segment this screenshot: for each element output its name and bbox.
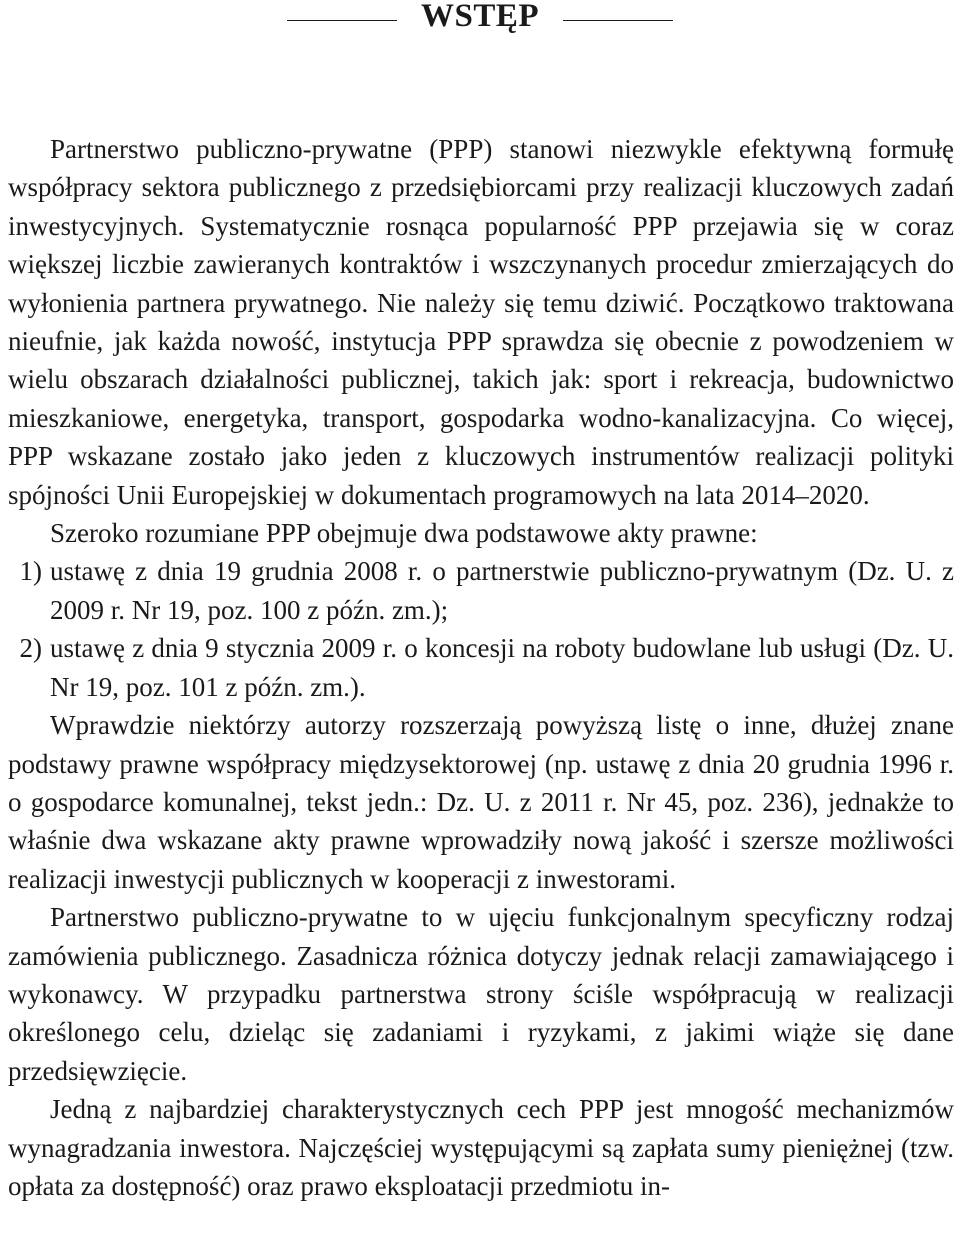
heading-rule-left [287,20,397,21]
paragraph: Jedną z najbardziej charakterystycznych cech PPP jest mnogość mechanizmów wynagradzania inwestora. Najczęściej występującymi są zapłata sumy pieniężnej (tzw. opłata za dostępność) oraz prawo eksploatacji przedmiotu in- [8,1094,954,1201]
list-item-text: ustawę z dnia 19 grudnia 2008 r. o partnerstwie publiczno-prywatnym (Dz. U. z 2009 r. Nr 19, poz. 100 z późn. zm.); [50,556,954,625]
heading-rule-right [563,20,673,21]
paragraph: Partnerstwo publiczno-prywatne (PPP) stanowi niezwykle efektywną formułę współpracy sektora publicznego z przedsiębiorcami przy realizacji kluczowych zadań inwestycyjnych. Systematycznie rosnąca popularność PPP przejawia się w coraz większej liczbie zawieranych kontraktów i wszczynanych procedur zmierzających do wyłonienia partnera prywatnego. Nie należy się temu dziwić. Początkowo traktowana nieufnie, jak każda nowość, instytucja PPP sprawdza się obecnie z powodzeniem w wielu obszarach działalności publicznej, takich jak: sport i rekreacja, budownictwo mieszkaniowe, energetyka, transport, gospodarka wodno-kanalizacyjna. Co więcej, PPP wskazane zostało jako jeden z kluczowych instrumentów realizacji polityki spójności Unii Europejskiej w dokumentach programowych na lata 2014–2020. [8,134,954,510]
chapter-heading [0,0,960,40]
list-item-number: 2) [19,633,42,664]
body-text [8,130,954,1205]
paragraph: Szeroko rozumiane PPP obejmuje dwa podstawowe akty prawne: [50,518,758,549]
legal-acts-list [8,552,954,706]
list-item-text: ustawę z dnia 9 stycznia 2009 r. o koncesji na roboty budowlane lub usługi (Dz. U. Nr 19, poz. 101 z późn. zm.). [50,633,954,702]
paragraph: Partnerstwo publiczno-prywatne to w ujęciu funkcjonalnym specyficzny rodzaj zamówienia publicznego. Zasadnicza różnica dotyczy jednak relacji zamawiającego i wykonawcy. W przypadku partnerstwa strony ściśle współpracują w realizacji określonego celu, dzieląc się zadaniami i ryzykami, z jakimi wiąże się dane przedsięwzięcie. [8,902,954,1086]
list-item-number: 1) [19,556,42,587]
chapter-title: WSTĘP [420,0,540,34]
list-item [8,552,954,629]
paragraph: Wprawdzie niektórzy autorzy rozszerzają powyższą listę o inne, dłużej znane podstawy prawne współpracy międzysektorowej (np. ustawę z dnia 20 grudnia 1996 r. o gospodarce komunalnej, tekst jedn.: Dz. U. z 2011 r. Nr 45, poz. 236), jednakże to właśnie dwa wskazane akty prawne wprowadziły nową jakość i szersze możliwości realizacji inwestycji publicznych w kooperacji z inwestorami. [8,710,954,894]
list-item [8,629,954,706]
